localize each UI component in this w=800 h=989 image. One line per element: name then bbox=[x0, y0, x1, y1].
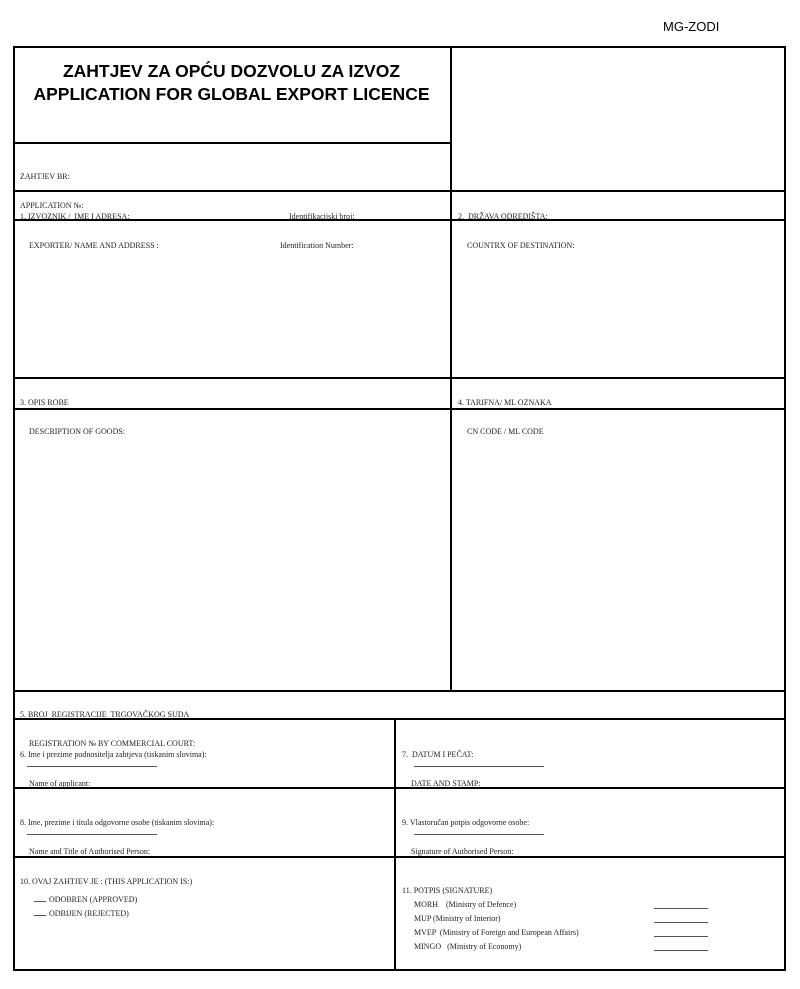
label-hr: 9. Vlastoručan potpis odgovorne osobe: bbox=[402, 818, 530, 827]
ministry-mvep: MVEP (Ministry of Foreign and European Affairs) bbox=[414, 928, 579, 937]
box7-label bbox=[402, 731, 481, 807]
box11-label: 11. POTPIS (SIGNATURE) bbox=[402, 886, 493, 895]
label-en: Name and Title of Authorised Person: bbox=[29, 846, 151, 856]
label-hr: ZAHTJEV BR: bbox=[20, 172, 70, 181]
label-hr: 1. IZVOZNIK / IME I ADRESA: bbox=[20, 212, 130, 221]
label-en: Name of applicant: bbox=[29, 778, 91, 788]
morh-signature-line[interactable] bbox=[654, 908, 708, 909]
box6-label bbox=[20, 731, 207, 807]
signature-line[interactable] bbox=[414, 834, 544, 835]
label-hr: Identifikacijski broj: bbox=[289, 212, 355, 221]
applicant-name-line[interactable] bbox=[27, 766, 157, 767]
label-en: REGISTRATION № BY COMMERCIAL COURT: bbox=[29, 738, 196, 748]
date-stamp-line[interactable] bbox=[414, 766, 544, 767]
mup-signature-line[interactable] bbox=[654, 922, 708, 923]
label-en: DESCRIPTION OF GOODS: bbox=[29, 426, 126, 436]
divider bbox=[13, 377, 785, 379]
rejected-label: ODBIJEN (REJECTED) bbox=[49, 909, 129, 918]
exporter-field[interactable] bbox=[15, 221, 449, 376]
label-hr: 2. DRŽAVA ODREDIŠTA: bbox=[458, 212, 548, 221]
label-en: Identification Number: bbox=[280, 240, 354, 250]
mingo-signature-line[interactable] bbox=[654, 950, 708, 951]
border-bottom bbox=[13, 969, 785, 971]
label-hr: 5. BROJ REGISTRACIJE TRGOVAČKOG SUDA bbox=[20, 710, 190, 719]
cn-code-field[interactable] bbox=[452, 410, 783, 689]
label-hr: 7. DATUM I PEČAT: bbox=[402, 750, 474, 759]
divider-lower bbox=[394, 718, 396, 970]
form-title bbox=[13, 60, 450, 106]
label-en: DATE AND STAMP: bbox=[411, 778, 481, 788]
label-en: Signature of Authorised Person: bbox=[411, 846, 514, 856]
label-en: APPLICATION №: bbox=[20, 200, 84, 210]
ministry-mup: MUP (Ministry of Interior) bbox=[414, 914, 501, 923]
border-right bbox=[784, 46, 786, 971]
divider bbox=[13, 142, 451, 144]
goods-description-field[interactable] bbox=[15, 410, 449, 689]
authorised-person-line[interactable] bbox=[27, 834, 157, 835]
label-en: EXPORTER/ NAME AND ADDRESS : bbox=[29, 240, 159, 250]
mvep-signature-line[interactable] bbox=[654, 936, 708, 937]
label-hr: 8. Ime, prezime i titula odgovorne osobe (tiskanim slovima): bbox=[20, 818, 215, 827]
label-en: COUNTRX OF DESTINATION: bbox=[467, 240, 575, 250]
divider bbox=[13, 190, 785, 192]
label-en: CN CODE / ML CODE bbox=[467, 426, 544, 436]
label-hr: 6. Ime i prezime podnositelja zahtjeva (tiskanim slovima): bbox=[20, 750, 207, 759]
destination-field[interactable] bbox=[452, 221, 783, 376]
ministry-mingo: MINGO (Ministry of Economy) bbox=[414, 942, 522, 951]
label-hr: 3. OPIS ROBE bbox=[20, 398, 69, 407]
title-hr: ZAHTJEV ZA OPĆU DOZVOLU ZA IZVOZ bbox=[62, 61, 401, 81]
box8-label bbox=[20, 799, 214, 875]
box9-label bbox=[402, 799, 529, 875]
rejected-option[interactable] bbox=[34, 909, 129, 919]
label-hr: 4. TARIFNA/ ML OZNAKA bbox=[458, 398, 552, 407]
approved-option[interactable] bbox=[34, 895, 137, 905]
title-en: APPLICATION FOR GLOBAL EXPORT LICENCE bbox=[33, 84, 430, 104]
box10-label: 10. OVAJ ZAHTJEV JE : (THIS APPLICATION IS:) bbox=[20, 877, 193, 886]
ministry-morh: MORH (Ministry of Defence) bbox=[414, 900, 517, 909]
approved-label: ODOBREN (APPROVED) bbox=[49, 895, 138, 904]
border-top bbox=[13, 46, 785, 48]
form-code: MG-ZODI bbox=[663, 19, 720, 34]
